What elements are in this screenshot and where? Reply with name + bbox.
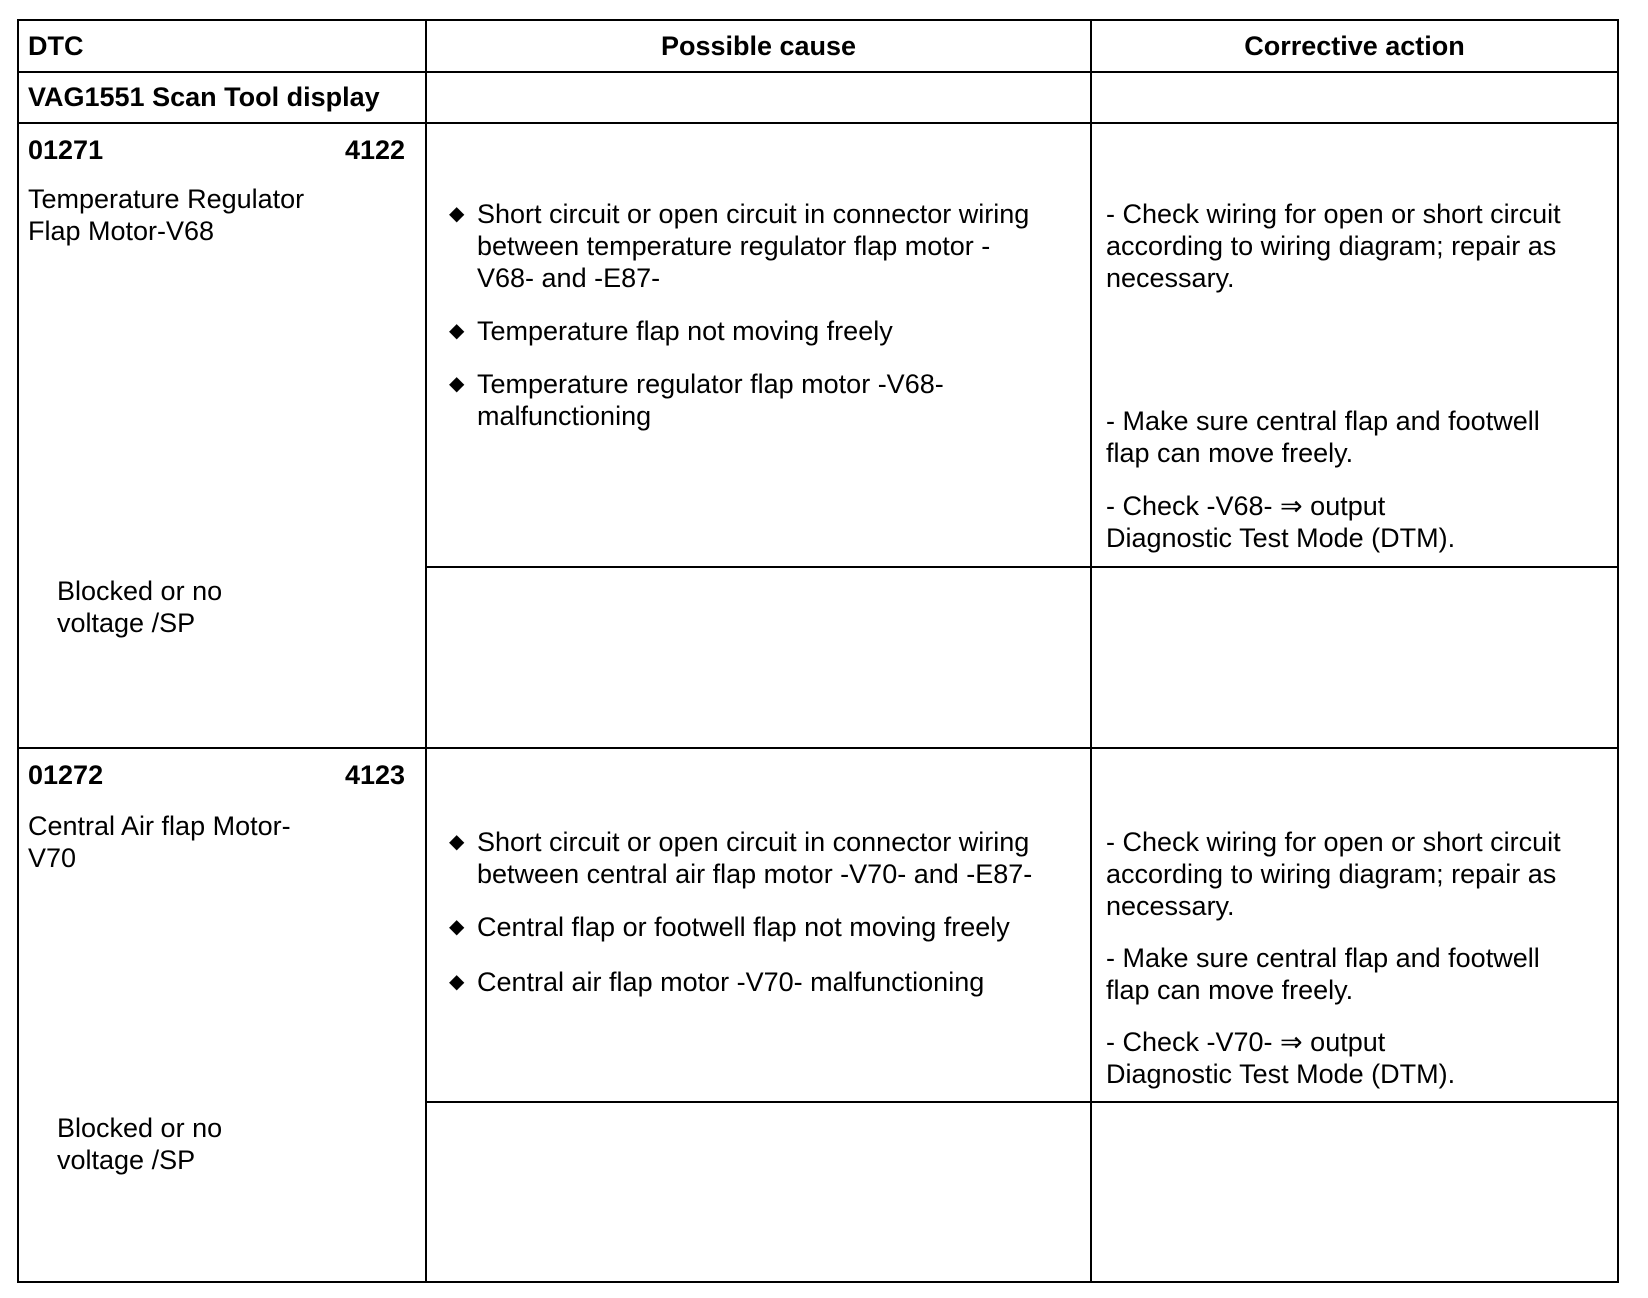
cause-line: V68- and -E87- [477, 263, 661, 293]
row1-sub-divider [425, 566, 1619, 568]
bullet-icon: ◆ [449, 971, 465, 993]
action-line: - Check wiring for open or short circuit [1106, 199, 1561, 229]
bullet-icon: ◆ [449, 831, 465, 853]
cause-line: Central flap or footwell flap not moving freely [477, 912, 1010, 942]
action-line: necessary. [1106, 891, 1235, 921]
header-dtc: DTC [28, 31, 84, 61]
action-line: according to wiring diagram; repair as [1106, 859, 1557, 889]
action-line: necessary. [1106, 263, 1235, 293]
cause-line: malfunctioning [477, 401, 652, 431]
action-line: - Check -V68- ⇒ output [1106, 491, 1386, 521]
header-divider [17, 71, 1619, 73]
header-corrective-action: Corrective action [1244, 31, 1465, 61]
condition-line: voltage /SP [57, 608, 196, 638]
component-name-line: V70 [28, 843, 77, 873]
dtc-code: 01271 [28, 135, 104, 165]
cause-line: Central air flap motor -V70- malfunctioning [477, 967, 985, 997]
action-line: - Check wiring for open or short circuit [1106, 827, 1561, 857]
action-line: according to wiring diagram; repair as [1106, 231, 1557, 261]
component-name-line: Flap Motor-V68 [28, 216, 215, 246]
table-border-bottom [17, 1281, 1619, 1283]
action-line: flap can move freely. [1106, 438, 1354, 468]
action-line: - Check -V70- ⇒ output [1106, 1027, 1386, 1057]
cause-line: between temperature regulator flap motor - [477, 231, 991, 261]
header-bottom-border [17, 122, 1619, 124]
condition-line: Blocked or no [57, 1113, 223, 1143]
component-name-line: Central Air flap Motor- [28, 811, 291, 841]
header-scan-tool: VAG1551 Scan Tool display [28, 82, 380, 112]
cause-line: Temperature flap not moving freely [477, 316, 893, 346]
header-possible-cause: Possible cause [660, 31, 857, 61]
action-line: Diagnostic Test Mode (DTM). [1106, 523, 1456, 553]
column-divider-1 [425, 19, 427, 1283]
condition-line: voltage /SP [57, 1145, 196, 1175]
dtc-code: 01272 [28, 760, 104, 790]
cause-line: Temperature regulator flap motor -V68- [477, 369, 944, 399]
bullet-icon: ◆ [449, 916, 465, 938]
dtc-subcode: 4122 [345, 135, 406, 165]
action-line: Diagnostic Test Mode (DTM). [1106, 1059, 1456, 1089]
component-name-line: Temperature Regulator [28, 184, 305, 214]
action-line: flap can move freely. [1106, 975, 1354, 1005]
table-border-right [1617, 19, 1619, 1283]
bullet-icon: ◆ [449, 320, 465, 342]
column-divider-2 [1090, 19, 1092, 1283]
cause-line: Short circuit or open circuit in connector wiring [477, 827, 1030, 857]
table-border-left [17, 19, 19, 1283]
table-border-top [17, 19, 1619, 21]
bullet-icon: ◆ [449, 373, 465, 395]
bullet-icon: ◆ [449, 203, 465, 225]
cause-line: Short circuit or open circuit in connector wiring [477, 199, 1030, 229]
row2-sub-divider [425, 1101, 1619, 1103]
cause-line: between central air flap motor -V70- and -E87- [477, 859, 1033, 889]
dtc-subcode: 4123 [345, 760, 406, 790]
row-divider [17, 747, 1619, 749]
action-line: - Make sure central flap and footwell [1106, 406, 1540, 436]
action-line: - Make sure central flap and footwell [1106, 943, 1540, 973]
condition-line: Blocked or no [57, 576, 223, 606]
